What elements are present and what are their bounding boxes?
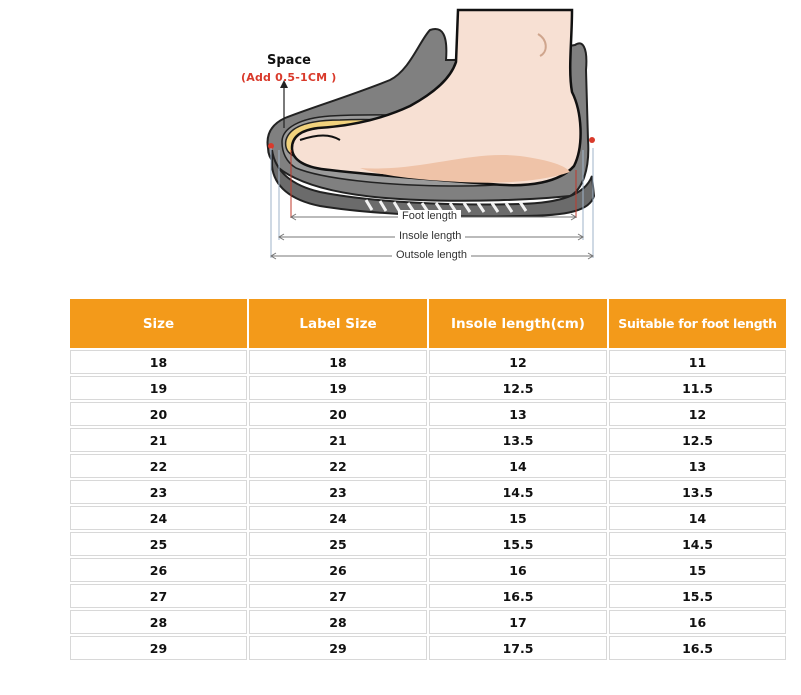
table-row	[70, 636, 786, 660]
size-cell: 25	[70, 532, 247, 556]
size-cell: 29	[70, 636, 247, 660]
table-row	[70, 428, 786, 452]
foot-length-cell: 11	[609, 350, 786, 374]
label-size-cell: 22	[249, 454, 427, 478]
insole-length-cell: 17	[429, 610, 607, 634]
insole-length-cell: 13.5	[429, 428, 607, 452]
label-size-cell: 28	[249, 610, 427, 634]
foot-length-cell: 12	[609, 402, 786, 426]
insole-length-cell: 13	[429, 402, 607, 426]
table-row	[70, 506, 786, 530]
table-row	[70, 350, 786, 374]
label-size-cell: 18	[249, 350, 427, 374]
insole-length-cell: 15.5	[429, 532, 607, 556]
foot-length-cell: 15.5	[609, 584, 786, 608]
foot-length-cell: 16	[609, 610, 786, 634]
outsole-length-label: Outsole length	[392, 249, 471, 261]
shoe-fit-diagram	[0, 0, 801, 290]
foot-length-cell: 12.5	[609, 428, 786, 452]
header-insole-length: Insole length(cm)	[429, 299, 607, 348]
size-cell: 18	[70, 350, 247, 374]
insole-length-cell: 15	[429, 506, 607, 530]
table-row	[70, 584, 786, 608]
heel-point-dot	[589, 137, 595, 143]
size-chart-table	[68, 297, 788, 662]
insole-length-cell: 12	[429, 350, 607, 374]
label-size-cell: 20	[249, 402, 427, 426]
table-row	[70, 532, 786, 556]
label-size-cell: 25	[249, 532, 427, 556]
insole-length-cell: 12.5	[429, 376, 607, 400]
insole-length-cell: 16.5	[429, 584, 607, 608]
space-note: (Add 0.5-1CM )	[241, 71, 337, 84]
insole-length-cell: 14	[429, 454, 607, 478]
size-cell: 26	[70, 558, 247, 582]
insole-length-cell: 14.5	[429, 480, 607, 504]
size-cell: 27	[70, 584, 247, 608]
foot-length-cell: 13	[609, 454, 786, 478]
size-cell: 22	[70, 454, 247, 478]
table-row	[70, 480, 786, 504]
foot-length-cell: 16.5	[609, 636, 786, 660]
foot-length-label: Foot length	[398, 210, 461, 222]
label-size-cell: 23	[249, 480, 427, 504]
label-size-cell: 29	[249, 636, 427, 660]
size-cell: 24	[70, 506, 247, 530]
label-size-cell: 26	[249, 558, 427, 582]
label-size-cell: 21	[249, 428, 427, 452]
table-header-row	[70, 299, 786, 348]
header-foot-length: Suitable for foot length	[609, 299, 786, 348]
table-row	[70, 558, 786, 582]
foot-length-cell: 14.5	[609, 532, 786, 556]
size-cell: 21	[70, 428, 247, 452]
table-row	[70, 376, 786, 400]
space-label: Space	[267, 53, 311, 68]
insole-length-label: Insole length	[395, 230, 465, 242]
foot-length-cell: 11.5	[609, 376, 786, 400]
foot-length-cell: 14	[609, 506, 786, 530]
shoe-foot-illustration	[0, 0, 801, 290]
label-size-cell: 19	[249, 376, 427, 400]
size-cell: 23	[70, 480, 247, 504]
foot-length-cell: 13.5	[609, 480, 786, 504]
table-row	[70, 402, 786, 426]
table-row	[70, 454, 786, 478]
header-size: Size	[70, 299, 247, 348]
header-label-size: Label Size	[249, 299, 427, 348]
insole-length-cell: 17.5	[429, 636, 607, 660]
table-row	[70, 610, 786, 634]
size-cell: 28	[70, 610, 247, 634]
insole-length-cell: 16	[429, 558, 607, 582]
label-size-cell: 24	[249, 506, 427, 530]
label-size-cell: 27	[249, 584, 427, 608]
size-cell: 19	[70, 376, 247, 400]
foot-length-cell: 15	[609, 558, 786, 582]
size-cell: 20	[70, 402, 247, 426]
